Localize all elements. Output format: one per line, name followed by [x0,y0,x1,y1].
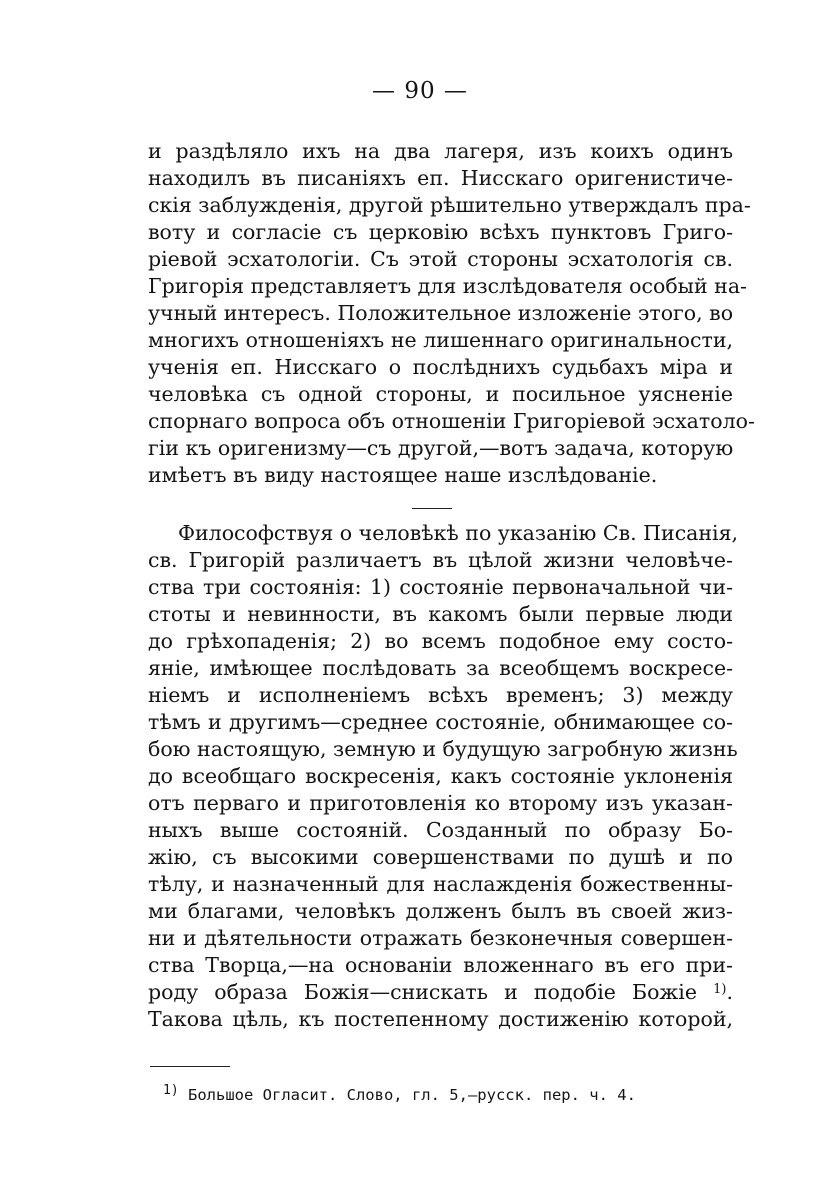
text-line: ства Творца,—на основаніи вложеннаго въ его при- [148,953,733,977]
text-line: спорнаго вопроса объ отношеніи Григоріевой эсхатоло- [148,409,755,433]
text-line: имѣетъ въ виду настоящее наше изслѣдованіе. [148,463,658,487]
line-end-punct: . [726,980,733,1004]
text-line: ства три состоянія: 1) состояніе первоначальной чи- [148,575,733,599]
text-line: гіи къ оригенизму—съ другой,—вотъ задача, которую [148,436,734,460]
footnote-text: Большое Огласит. Слово, гл. 5,—русск. пер. ч. 4. [188,1086,636,1104]
text-line: яніе, имѣющее послѣдовать за всеобщемъ воскресе- [148,656,733,680]
footnote-rule [150,1066,230,1067]
text-line: находилъ въ писаніяхъ еп. Нисскаго оригенистиче- [148,166,733,190]
text-line: до грѣхопаденія; 2) во всемъ подобное ему состо- [148,629,733,653]
text-line: скія заблужденія, другой рѣшительно утверждалъ пра- [148,193,751,217]
text-line: ми благами, человѣкъ долженъ былъ въ своей жиз- [148,899,733,923]
text-line: Философствуя о человѣкѣ по указанію Св. Писанія, [178,521,739,545]
text-line: человѣка съ одной стороны, и посильное уясненіе [148,382,733,406]
text-line: тѣмъ и другимъ—среднее состояніе, обнимающее со- [148,710,733,734]
footnote-reference[interactable]: 1) [713,982,727,997]
text-line: отъ перваго и приготовленія ко второму изъ указан- [148,791,733,815]
page-number: — 90 — [372,78,468,104]
text-line: жію, съ высокими совершенствами по душѣ и по [148,845,733,869]
paragraph-2 [148,520,739,1033]
text-line: тѣлу, и назначенный для наслажденія божественны- [148,872,733,896]
section-divider [412,508,452,509]
text-line: многихъ отношеніяхъ не лишеннаго оригинальности, [148,328,733,352]
paragraph-1 [148,138,755,489]
text-line: и раздѣляло ихъ на два лагеря, изъ коихъ одинъ [148,139,733,163]
line-text: роду образа Божія—снискать и подобіе Божіе [148,980,697,1004]
text-line: до всеобщаго воскресенія, какъ состояніе уклоненія [148,764,733,788]
text-line: воту и согласіе съ церковію всѣхъ пунктовъ Григо- [148,220,733,244]
text-line: стоты и невинности, въ какомъ были первые люди [148,602,733,626]
text-line: ученія еп. Нисскаго о послѣднихъ судьбахъ міра и [148,355,733,379]
text-line: св. Григорій различаетъ въ цѣлой жизни человѣче- [148,548,733,572]
text-line: ни и дѣятельности отражать безконечныя совершен- [148,926,733,950]
text-line: учный интересъ. Положительное изложеніе этого, во [148,301,734,325]
text-line: бою настоящую, земную и будущую загробную жизнь [148,737,738,761]
text-line: Такова цѣль, къ постепенному достиженію которой, [148,1007,733,1031]
text-line-with-footnote [148,979,733,1006]
text-line: ріевой эсхатологіи. Съ этой стороны эсхатологія св. [148,247,733,271]
footnote-mark: 1) [163,1083,179,1098]
text-line: Григорія представляетъ для изслѣдователя особый на- [148,274,747,298]
text-line: ніемъ и исполненіемъ всѣхъ временъ; 3) между [148,683,733,707]
text-line: ныхъ выше состояній. Созданный по образу Бо- [148,818,733,842]
footnote [163,1085,723,1105]
